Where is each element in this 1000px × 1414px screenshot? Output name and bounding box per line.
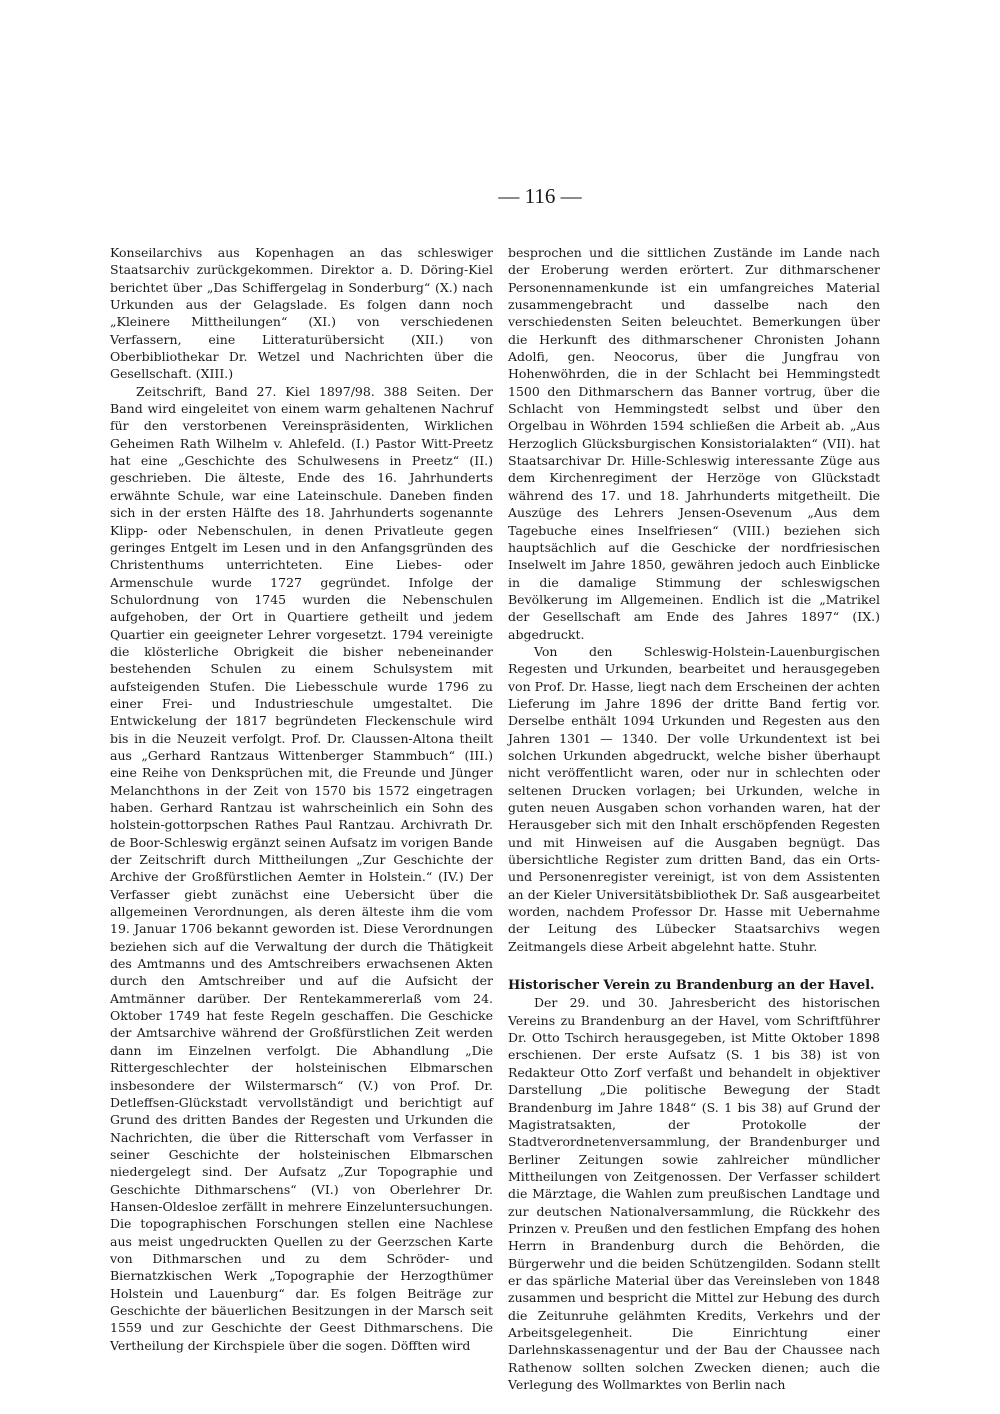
page-number: — 116 — [498,184,582,208]
section-paragraph-1: Der 29. und 30. Jahresbericht des historischen Vereins zu Brandenburg an der Havel, vom Schriftführer Dr. Otto Tschirch herausgegeben, ist Mitte Oktober 1898 erschienen. Der erste Aufsatz (S. 1 bis 38) ist von Redakteur Otto Zorf verfaßt und behandelt in objektiver Darstellung „Die politische Bewegung der Stadt Brandenburg im Jahre 1848“ (S. 1 bis 38) auf Grund der Magistratsakten, der Protokolle der Stadtverordnetenversammlung, der Brandenburger und Berliner Zeitungen sowie zahlreicher mündlicher Mittheilungen von Zeitgenossen. Der Verfasser schildert die Märztage, die Wahlen zum preußischen Landtage und zur deutschen Nationalversammlung, die Rückkehr des Prinzen v. Preußen und den festlichen Empfang des hohen Herrn in Brandenburg durch die Behörden, die Bürgerwehr und die beiden Schützengilden. Sodann stellt er das spärliche Material über das Vereinsleben von 1848 zusammen und bespricht die Mittel zur Hebung des durch die Zeitunruhe gelähmten Kredits, Verkehrs und der Arbeitsgelegenheit. Die Einrichtung einer Darlehnskassenagentur und der Bau der Chaussee nach Rathenow sollten solchen Zwecken dienen; auch die Verlegung des Wollmarktes von Berlin nach [508,995,880,1392]
right-paragraph-1: besprochen und die sittlichen Zustände im Lande nach der Eroberung werden erörtert. Zur dithmarschener Personennamenkunde ist ein umfangreiches Material zusammengebracht und dasselbe nach den verschiedensten Seiten beleuchtet. Bemerkungen über die Herkunft des dithmarschener Chronisten Johann Adolfi, gen. Neocorus, über die Jungfrau von Hohenwöhrden, die in der Schlacht bei Hemmingstedt 1500 den Dithmarschern das Banner vortrug, über die Schlacht von Hemmingstedt selbst und über den Orgelbau in Wöhrden 1594 schließen die Arbeit ab. „Aus Herzoglich Glücksburgischen Konsistorialakten“ (VII). hat Staatsarchivar Dr. Hille-Schleswig interessante Züge aus dem Kirchenregiment der Herzöge von Glückstadt während des 17. und 18. Jahrhunderts mitgetheilt. Die Auszüge des Lehrers Jensen-Osevenum „Aus dem Tagebuche eines Inselfriesen“ (VIII.) beziehen sich hauptsächlich auf die Geschicke der nordfriesischen Inselwelt im Jahre 1850, gewähren jedoch auch Einblicke in die damalige Stimmung der schleswigschen Bevölkerung im Allgemeinen. Endlich ist die „Matrikel der Gesellschaft am Ende des Jahres 1897“ (IX.) abgedruckt. [508,245,880,642]
left-column [110,244,493,1354]
section-heading: Historischer Verein zu Brandenburg an der Havel. [508,978,875,994]
right-paragraph-2: Von den Schleswig-Holstein-Lauenburgischen Regesten und Urkunden, bearbeitet und herausgegeben von Prof. Dr. Hasse, liegt nach dem Erscheinen der achten Lieferung im Jahre 1896 der dritte Band fertig vor. Derselbe enthält 1094 Urkunden und Regesten aus den Jahren 1301 — 1340. Der volle Urkundentext ist bei solchen Urkunden abgedruckt, welche bisher überhaupt nicht veröffentlicht waren, oder nur in schlechten oder seltenen Drucken vorlagen; bei Urkunden, welche in guten neuen Ausgaben schon vorhanden waren, hat der Herausgeber sich mit den Inhalt erschöpfenden Regesten und mit Hinweisen auf die Ausgaben begnügt. Das übersichtliche Register zum dritten Band, das ein Orts- und Personenregister vereinigt, ist von dem Assistenten an der Kieler Universitätsbibliothek Dr. Saß ausgearbeitet worden, nachdem Professor Dr. Hasse mit Uebernahme der Leitung des Lübecker Staatsarchivs wegen Zeitmangels diese Arbeit abgelehnt hatte. Stuhr. [508,643,880,954]
left-paragraph-1: Konseilarchivs aus Kopenhagen an das schleswiger Staatsarchiv zurückgekommen. Direktor a. D. Döring-Kiel berichtet über „Das Schiffergelag in Sonderburg“ (X.) nach Urkunden aus der Gelagslade. Es folgen dann noch „Kleinere Mittheilungen“ (XI.) von verschiedenen Verfassern, eine Litteraturübersicht (XII.) von Oberbibliothekar Dr. Wetzel und Nachrichten über die Gesellschaft. (XIII.) [110,245,493,382]
left-paragraph-2: Zeitschrift, Band 27. Kiel 1897/98. 388 Seiten. Der Band wird eingeleitet von einem warm gehaltenen Nachruf für den verstorbenen Vereinspräsidenten, Wirklichen Geheimen Rath Wilhelm v. Ahlefeld. (I.) Pastor Witt-Preetz hat eine „Geschichte des Schulwesens in Preetz“ (II.) geschrieben. Die älteste, Ende des 16. Jahrhunderts erwähnte Schule, war eine Lateinschule. Daneben finden sich in der ersten Hälfte des 18. Jahrhunderts sogenannte Klipp- oder Nebenschulen, in denen Privatleute gegen geringes Entgelt im Lesen und in den Anfangsgründen des Christenthums unterrichteten. Eine Liebes- oder Armenschule wurde 1727 gegründet. Infolge der Schulordnung von 1745 wurden die Nebenschulen aufgehoben, der Ort in Quartiere getheilt und jedem Quartier ein geeigneter Lehrer vorgesetzt. 1794 vereinigte die klösterliche Obrigkeit die bisher nebeneinander bestehenden Schulen zu einem Schulsystem mit aufsteigenden Stufen. Die Liebesschule wurde 1796 zu einer Frei- und Industrieschule umgestaltet. Die Entwickelung der 1817 begründeten Fleckenschule wird bis in die Neuzeit verfolgt. Prof. Dr. Claussen-Altona theilt aus „Gerhard Rantzaus Wittenberger Stammbuch“ (III.) eine Reihe von Denksprüchen mit, die Freunde und Jünger Melanchthons in der Zeit von 1570 bis 1572 eingetragen haben. Gerhard Rantzau ist wahrscheinlich ein Sohn des holstein-gottorpschen Rathes Paul Rantzau. Archivrath Dr. de Boor-Schleswig ergänzt seinen Aufsatz im vorigen Bande der Zeitschrift durch Mittheilungen „Zur Geschichte der Archive der Großfürstlichen Aemter in Holstein.“ (IV.) Der Verfasser giebt zunächst eine Uebersicht über die allgemeinen Verordnungen, als deren älteste ihm die vom 19. Januar 1706 bekannt geworden ist. Diese Verordnungen beziehen sich auf die Verwaltung der durch die Thätigkeit des Amtmanns und des Amtschreibers erwachsenen Akten durch den Amtschreiber und auf die Aufsicht der Amtmänner darüber. Der Rentekammererlaß vom 24. Oktober 1749 hat feste Regeln geschaffen. Die Geschicke der Amtsarchive während der Großfürstlichen Zeit werden dann im Einzelnen verfolgt. Die Abhandlung „Die Rittergeschlechter der holsteinischen Elbmarschen insbesondere der Wilstermarsch“ (V.) von Prof. Dr. Detleffsen-Glückstadt vervollständigt und berichtigt auf Grund des dritten Bandes der Regesten und Urkunden die Nachrichten, die über die Ritterschaft vom Verfasser in seiner Geschichte der holsteinischen Elbmarschen niedergelegt sind. Der Aufsatz „Zur Topographie und Geschichte Dithmarschens“ (VI.) von Oberlehrer Dr. Hansen-Oldesloe zerfällt in mehrere Einzeluntersuchungen. Die topographischen Forschungen stellen eine Nachlese aus meist ungedruckten Quellen zu der Geerzschen Karte von Dithmarschen und zu dem Schröder- und Biernatzkischen Werk „Topographie der Herzogthümer Holstein und Lauenburg“ dar. Es folgen Beiträge zur Geschichte der bäuerlichen Besitzungen in der Marsch seit 1559 und zur Geschichte der Geest Dithmarschens. Die Vertheilung der Kirchspiele über die sogen. Döfften wird [110,383,493,1353]
right-column [508,244,880,1393]
